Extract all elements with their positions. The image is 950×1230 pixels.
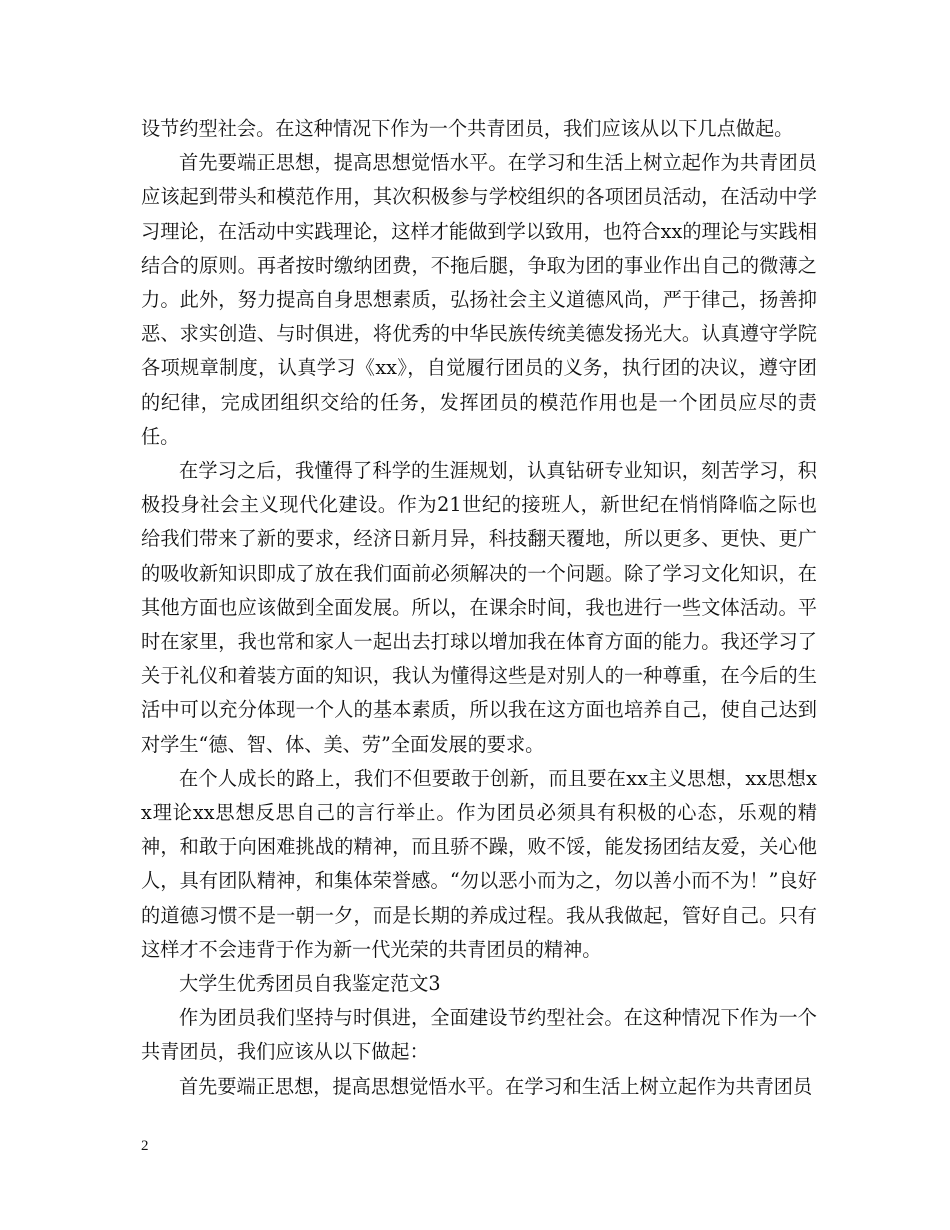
section-heading-sample-3: 大学生优秀团员自我鉴定范文3	[179, 972, 441, 996]
document-body	[141, 112, 817, 1104]
paragraph-thought-awareness: 首先要端正思想，提高思想觉悟水平。在学习和生活上树立起作为共青团员应该起到带头和模范作用，其次积极参与学校组织的各项团员活动，在活动中学习理论，在活动中实践理论，这样才能做到学以致用，也符合xx的理论与实践相结合的原则。再者按时缴纳团费，不拖后腿，争取为团的事业作出自己的微薄之力。此外，努力提高自身思想素质，弘扬社会主义道德风尚，严于律己，扬善抑恶、求实创造、与时俱进，将优秀的中华民族传统美德发扬光大。认真遵守学院各项规章制度，认真学习《xx》，自觉履行团员的义务，执行团的决议，遵守团的纪律，完成团组织交给的任务，发挥团员的模范作用也是一个团员应尽的责任。	[141, 151, 817, 448]
paragraph-study-planning: 在学习之后，我懂得了科学的生涯规划，认真钻研专业知识，刻苦学习，积极投身社会主义现代化建设。作为21世纪的接班人，新世纪在悄悄降临之际也给我们带来了新的要求，经济日新月异，科技翻天覆地，所以更多、更快、更广的吸收新知识即成了放在我们面前必须解决的一个问题。除了学习文化知识，在其他方面也应该做到全面发展。所以，在课余时间，我也进行一些文体活动。平时在家里，我也常和家人一起出去打球以增加我在体育方面的能力。我还学习了关于礼仪和着装方面的知识，我认为懂得这些是对别人的一种尊重，在今后的生活中可以充分体现一个人的基本素质，所以我在这方面也培养自己，使自己达到对学生“德、智、体、美、劳”全面发展的要求。	[141, 459, 817, 756]
paragraph-continuation: 设节约型社会。在这种情况下作为一个共青团员，我们应该从以下几点做起。	[141, 117, 794, 140]
paragraph-personal-growth: 在个人成长的路上，我们不但要敢于创新，而且要在xx主义思想，xx思想xx理论xx思想反思自己的言行举止。作为团员必须具有积极的心态，乐观的精神，和敢于向困难挑战的精神，而且骄不躁，败不馁，能发扬团结友爱，关心他人，具有团队精神，和集体荣誉感。“勿以恶小而为之，勿以善小而不为！”良好的道德习惯不是一朝一夕，而是长期的养成过程。我从我做起，管好自己。只有这样才不会违背于作为新一代光荣的共青团员的精神。	[141, 766, 817, 961]
page-number: 2	[141, 1138, 149, 1154]
paragraph-sample-3-intro: 作为团员我们坚持与时俱进，全面建设节约型社会。在这种情况下作为一个共青团员，我们应该从以下做起：	[141, 1006, 817, 1064]
paragraph-sample-3-first: 首先要端正思想，提高思想觉悟水平。在学习和生活上树立起作为共青团员	[179, 1074, 813, 1098]
